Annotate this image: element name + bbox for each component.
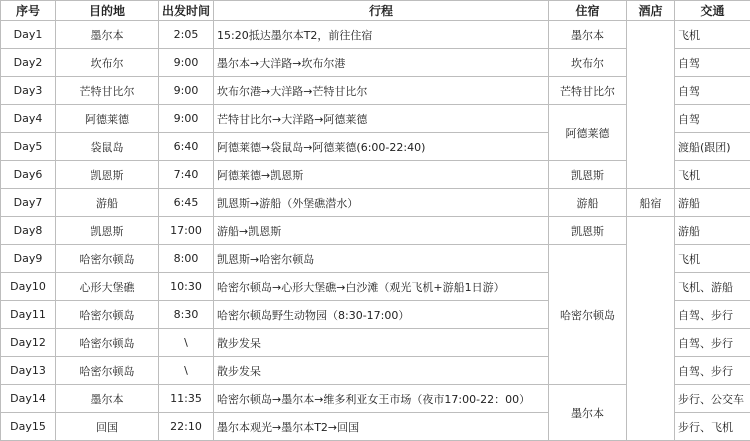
- destination-cell: 袋鼠岛: [56, 133, 159, 161]
- stay-cell: 凯恩斯: [549, 161, 627, 189]
- transport-cell: 自驾、步行: [675, 357, 750, 385]
- time-cell: \: [159, 329, 214, 357]
- table-row: [1, 189, 750, 217]
- time-cell: 7:40: [159, 161, 214, 189]
- day-cell: Day8: [1, 217, 56, 245]
- route-cell: 坎布尔港→大洋路→芒特甘比尔: [214, 77, 549, 105]
- transport-cell: 飞机: [675, 21, 750, 49]
- transport-cell: 步行、公交车: [675, 385, 750, 413]
- transport-cell: 飞机: [675, 245, 750, 273]
- day-cell: Day14: [1, 385, 56, 413]
- day-cell: Day11: [1, 301, 56, 329]
- route-cell: 阿德莱德→凯恩斯: [214, 161, 549, 189]
- day-cell: Day9: [1, 245, 56, 273]
- time-cell: 9:00: [159, 49, 214, 77]
- day-cell: Day2: [1, 49, 56, 77]
- hotel-cell: 船宿: [627, 189, 675, 217]
- transport-cell: 自驾: [675, 49, 750, 77]
- destination-cell: 凯恩斯: [56, 217, 159, 245]
- stay-cell: 凯恩斯: [549, 217, 627, 245]
- header-destination: 目的地: [56, 1, 159, 21]
- table-row: [1, 217, 750, 245]
- route-cell: 墨尔本观光→墨尔本T2→回国: [214, 413, 549, 441]
- time-cell: 8:30: [159, 301, 214, 329]
- time-cell: 9:00: [159, 105, 214, 133]
- header-day: 序号: [1, 1, 56, 21]
- header-hotel: 酒店: [627, 1, 675, 21]
- transport-cell: 游船: [675, 189, 750, 217]
- destination-cell: 哈密尔顿岛: [56, 301, 159, 329]
- transport-cell: 游船: [675, 217, 750, 245]
- transport-cell: 自驾、步行: [675, 301, 750, 329]
- transport-cell: 飞机: [675, 161, 750, 189]
- time-cell: 22:10: [159, 413, 214, 441]
- hotel-cell: [627, 21, 675, 189]
- day-cell: Day4: [1, 105, 56, 133]
- route-cell: 散步发呆: [214, 357, 549, 385]
- route-cell: 15:20抵达墨尔本T2，前往住宿: [214, 21, 549, 49]
- destination-cell: 心形大堡礁: [56, 273, 159, 301]
- route-cell: 哈密尔顿岛→墨尔本→维多利亚女王市场（夜市17:00-22：00）: [214, 385, 549, 413]
- route-cell: 哈密尔顿岛→心形大堡礁→白沙滩（观光飞机+游船1日游）: [214, 273, 549, 301]
- route-cell: 游船→凯恩斯: [214, 217, 549, 245]
- transport-cell: 自驾: [675, 77, 750, 105]
- route-cell: 散步发呆: [214, 329, 549, 357]
- stay-cell: 坎布尔: [549, 49, 627, 77]
- destination-cell: 坎布尔: [56, 49, 159, 77]
- time-cell: 9:00: [159, 77, 214, 105]
- destination-cell: 墨尔本: [56, 21, 159, 49]
- route-cell: 阿德莱德→袋鼠岛→阿德莱德(6:00-22:40): [214, 133, 549, 161]
- stay-cell: 哈密尔顿岛: [549, 245, 627, 385]
- transport-cell: 飞机、游船: [675, 273, 750, 301]
- header-stay: 住宿: [549, 1, 627, 21]
- stay-cell: 阿德莱德: [549, 105, 627, 161]
- hotel-cell: [627, 217, 675, 441]
- route-cell: 墨尔本→大洋路→坎布尔港: [214, 49, 549, 77]
- destination-cell: 墨尔本: [56, 385, 159, 413]
- header-route: 行程: [214, 1, 549, 21]
- time-cell: 10:30: [159, 273, 214, 301]
- destination-cell: 阿德莱德: [56, 105, 159, 133]
- day-cell: Day7: [1, 189, 56, 217]
- stay-cell: 墨尔本: [549, 21, 627, 49]
- destination-cell: 哈密尔顿岛: [56, 357, 159, 385]
- stay-cell: 墨尔本: [549, 385, 627, 441]
- transport-cell: 自驾: [675, 105, 750, 133]
- table-row: [1, 21, 750, 49]
- day-cell: Day3: [1, 77, 56, 105]
- transport-cell: 渡船(跟团): [675, 133, 750, 161]
- time-cell: 2:05: [159, 21, 214, 49]
- route-cell: 凯恩斯→哈密尔顿岛: [214, 245, 549, 273]
- destination-cell: 游船: [56, 189, 159, 217]
- route-cell: 哈密尔顿岛野生动物园（8:30-17:00）: [214, 301, 549, 329]
- route-cell: 芒特甘比尔→大洋路→阿德莱德: [214, 105, 549, 133]
- day-cell: Day15: [1, 413, 56, 441]
- destination-cell: 凯恩斯: [56, 161, 159, 189]
- time-cell: 11:35: [159, 385, 214, 413]
- destination-cell: 回国: [56, 413, 159, 441]
- day-cell: Day1: [1, 21, 56, 49]
- day-cell: Day12: [1, 329, 56, 357]
- destination-cell: 哈密尔顿岛: [56, 329, 159, 357]
- day-cell: Day6: [1, 161, 56, 189]
- time-cell: 8:00: [159, 245, 214, 273]
- day-cell: Day13: [1, 357, 56, 385]
- stay-cell: 芒特甘比尔: [549, 77, 627, 105]
- time-cell: 17:00: [159, 217, 214, 245]
- destination-cell: 哈密尔顿岛: [56, 245, 159, 273]
- route-cell: 凯恩斯→游船（外堡礁潜水）: [214, 189, 549, 217]
- transport-cell: 自驾、步行: [675, 329, 750, 357]
- day-cell: Day10: [1, 273, 56, 301]
- transport-cell: 步行、飞机: [675, 413, 750, 441]
- stay-cell: 游船: [549, 189, 627, 217]
- day-cell: Day5: [1, 133, 56, 161]
- time-cell: 6:40: [159, 133, 214, 161]
- header-transport: 交通: [675, 1, 750, 21]
- header-row: [1, 1, 750, 21]
- time-cell: 6:45: [159, 189, 214, 217]
- header-departure-time: 出发时间: [159, 1, 214, 21]
- time-cell: \: [159, 357, 214, 385]
- destination-cell: 芒特甘比尔: [56, 77, 159, 105]
